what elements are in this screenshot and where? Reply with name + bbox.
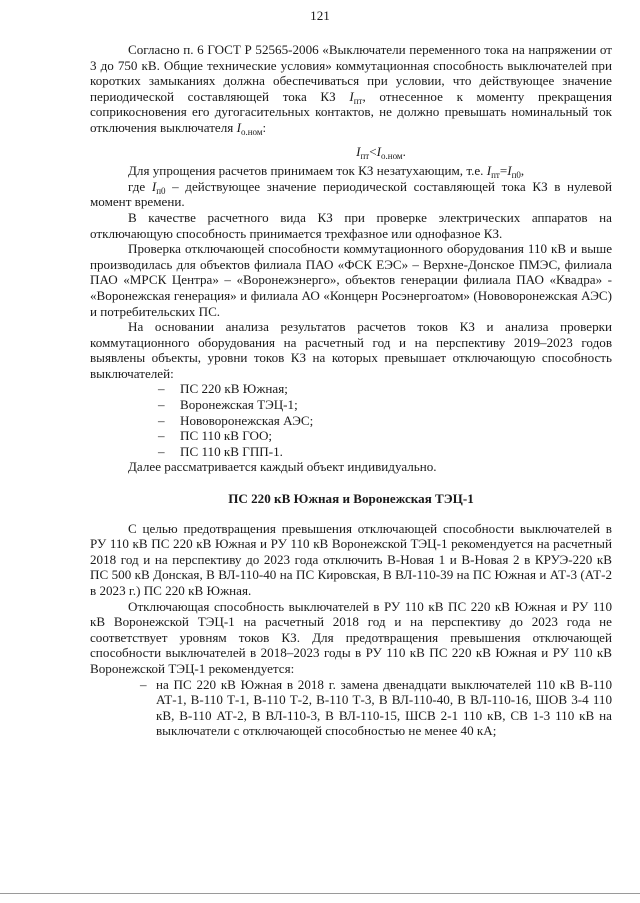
gost-requirement-paragraph: Согласно п. 6 ГОСТ Р 52565-2006 «Выключатели переменного тока на напряжении от 3 до 750 кВ. Общие технические условия» коммутационная способность выключателей при коротких замыканиях должна обеспечиваться при условии, что действующее значение периодической составляющей тока КЗ $I_{пт}$, отнесенное к моменту прекращения соприкосновения его дугогасительных контактов, не должно превышать номинальный ток отключения выключателя $I_{о.ном}$: (90, 42, 612, 137)
definition-paragraph: где $I_{п0}$ – действующее значение периодической составляющей тока КЗ в нулевой момент времени. (90, 178, 613, 210)
objects-list (90, 381, 612, 459)
analysis-results-paragraph: На основании анализа результатов расчетов токов КЗ и анализа проверки коммутационного оборудования на расчетный год и на перспективу 2019–2023 годов выявлены объекты, уровни токов КЗ на которых превышает отключающую способность выключателей: (90, 319, 612, 381)
prevention-paragraph: С целью предотвращения превышения отключающей способности выключателей в РУ 110 кВ ПС 220 кВ Южная и РУ 110 кВ Воронежской ТЭЦ-1 рекомендуется на расчетный 2018 год и на перспективу до 2023 года отключить В-Новая 1 и В-Новая 2 в КРУЭ-220 кВ ПС 500 кВ Донская, В ВЛ-110-40 на ПС Кировская, В ВЛ-110-39 на ПС Южная и АТ-3 (АТ-2 в 2023 г.) ПС 220 кВ Южная. (90, 520, 612, 598)
section-heading: ПС 220 кВ Южная и Воронежская ТЭЦ-1 (228, 491, 474, 507)
list-item: – на ПС 220 кВ Южная в 2018 г. замена двенадцати выключателей 110 кВ В-110 АТ-1, В-110 Т-1, В-110 Т-2, В-110 Т-3, В ВЛ-110-40, В ВЛ-110-16, ШОВ 3-4 110 кВ, В-110 АТ-2, В ВЛ-110-3, В ВЛ-110-15, ШСВ 2-1 110 кВ, СВ 1-3 110 кВ на выключатели с отключающей способностью не менее 40 кА; (140, 677, 612, 739)
calculation-type-paragraph: В качестве расчетного вида КЗ при проверке электрических аппаратов на отключающую способность принимается трехфазное или однофазное КЗ. (90, 209, 612, 241)
simplification-paragraph: Для упрощения расчетов принимаем ток КЗ незатухающим, т.е. $I_{пт}=I_{п0}$, (128, 163, 525, 181)
breaking-current-formula: $I_{пт}<I_{о.ном}$. (356, 143, 406, 161)
list-item: – Воронежская ТЭЦ-1; (158, 397, 612, 413)
breaking-capacity-paragraph: Отключающая способность выключателей в РУ 110 кВ ПС 220 кВ Южная и РУ 110 кВ Воронежской ТЭЦ-1 на расчетный 2018 год и на перспективу до 2023 года не соответствует уровням токов КЗ. Для предотвращения превышения отключающей способности выключателей в 2018–2023 годы в РУ 110 кВ ПС 220 кВ Южная и РУ 110 кВ Воронежской ТЭЦ-1 рекомендуется: (90, 598, 612, 676)
individual-review-paragraph: Далее рассматривается каждый объект индивидуально. (128, 459, 437, 475)
equipment-check-paragraph: Проверка отключающей способности коммутационного оборудования 110 кВ и выше производилась для объектов филиала ПАО «ФСК ЕЭС» – Верхне-Донское ПМЭС, филиала ПАО «МРСК Центра» – «Воронежэнерго», объектов генерации филиала ПАО «Квадра» - «Воронежская генерация» и филиала АО «Концерн Росэнергоатом» (Нововоронежская АЭС) и потребительских ПС. (90, 241, 612, 319)
page-bottom-divider (0, 893, 640, 894)
list-item: – Нововоронежская АЭС; (158, 413, 612, 429)
page-number: 121 (310, 8, 330, 23)
list-item: – ПС 220 кВ Южная; (158, 381, 612, 397)
list-item: – ПС 110 кВ ГПП-1. (158, 444, 612, 460)
document-body (90, 42, 612, 739)
recommendations-list (90, 677, 612, 739)
list-item: – ПС 110 кВ ГОО; (158, 428, 612, 444)
